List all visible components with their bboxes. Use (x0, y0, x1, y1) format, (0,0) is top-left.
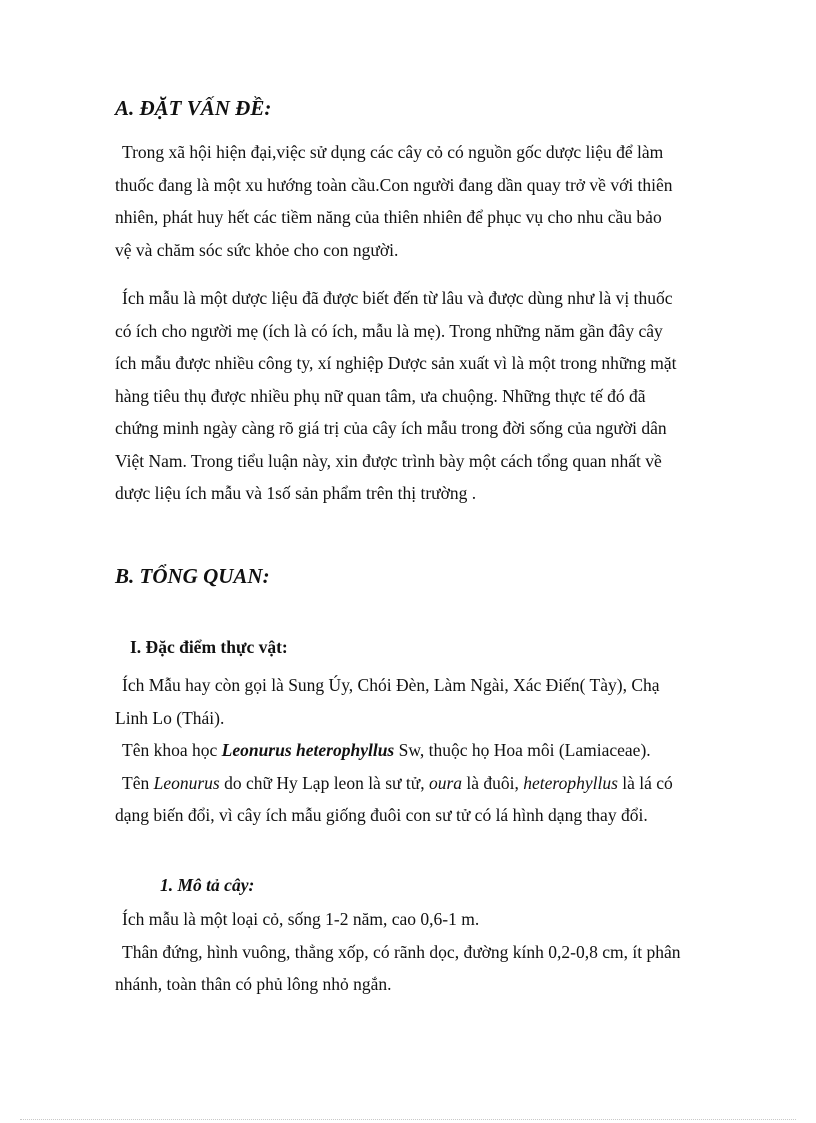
text-line: chứng minh ngày càng rõ giá trị của cây ích mẫu trong đời sống của người dân (115, 418, 667, 438)
italic-term: heterophyllus (523, 772, 618, 793)
text-line: vệ và chăm sóc sức khỏe cho con người. (115, 239, 399, 260)
scientific-name: Leonurus heterophyllus (221, 740, 395, 760)
subsection-i-body (115, 669, 725, 832)
text-line: hàng tiêu thụ được nhiều phụ nữ quan tâm, ưa chuộng. Những thực tế đó đã (115, 385, 646, 406)
text-line: dược liệu ích mẫu và 1số sản phẩm trên thị trường . (115, 483, 477, 503)
text-line: thuốc đang là một xu hướng toàn cầu.Con người đang dần quay trở về với thiên (115, 174, 673, 195)
text-line: nhánh, toàn thân có phủ lông nhỏ ngắn. (115, 974, 392, 994)
italic-term: Leonurus (153, 772, 220, 793)
page-footer-rule (20, 1119, 796, 1120)
section-a-paragraph-1 (115, 136, 725, 266)
scientific-name-line (115, 734, 725, 767)
text-line: Ích mẫu là một dược liệu đã được biết đến từ lâu và được dùng như là vị thuốc (122, 288, 673, 308)
text-line: Việt Nam. Trong tiểu luận này, xin được trình bày một cách tổng quan nhất về (115, 450, 662, 471)
subsection-i-heading: I. Đặc điểm thực vật: (130, 637, 288, 657)
subsection-1-body (115, 903, 725, 1001)
section-a-paragraph-2 (115, 282, 725, 510)
text-line: nhiên, phát huy hết các tiềm năng của thiên nhiên để phục vụ cho nhu cầu bảo (115, 207, 662, 227)
text-segment: Sw, thuộc họ Hoa môi (Lamiaceae). (394, 740, 651, 760)
subsection-1-heading: 1. Mô tả cây: (160, 875, 255, 895)
text-segment: Tên khoa học (122, 740, 222, 760)
section-a-heading: A. ĐẶT VẤN ĐỀ: (115, 96, 272, 120)
section-b-heading: B. TỔNG QUAN: (115, 564, 270, 588)
text-line: Ích mẫu là một loại cỏ, sống 1-2 năm, cao 0,6-1 m. (122, 909, 480, 929)
text-line: có ích cho người mẹ (ích là có ích, mẫu là mẹ). Trong những năm gần đây cây (115, 320, 663, 341)
italic-term: oura (428, 772, 463, 793)
text-segment: là đuôi, (462, 772, 524, 793)
text-segment: Tên (122, 772, 154, 793)
etymology-line (115, 767, 725, 800)
text-segment: do chữ Hy Lạp leon là sư tử, (219, 772, 429, 793)
text-line: Ích Mẫu hay còn gọi là Sung Úy, Chói Đèn, Làm Ngài, Xác Điến( Tày), Chạ (122, 675, 660, 695)
text-line: Trong xã hội hiện đại,việc sử dụng các cây cỏ có nguồn gốc dược liệu để làm (122, 142, 664, 162)
text-line: Thân đứng, hình vuông, thẳng xốp, có rãnh dọc, đường kính 0,2-0,8 cm, ít phân (122, 941, 681, 962)
text-line: ích mẫu được nhiều công ty, xí nghiệp Dược sản xuất vì là một trong những mặt (115, 353, 677, 373)
text-line: Linh Lo (Thái). (115, 707, 225, 728)
text-segment: là lá có (617, 772, 673, 793)
text-line: dạng biến đổi, vì cây ích mẫu giống đuôi con sư tử có lá hình dạng thay đổi. (115, 805, 648, 825)
